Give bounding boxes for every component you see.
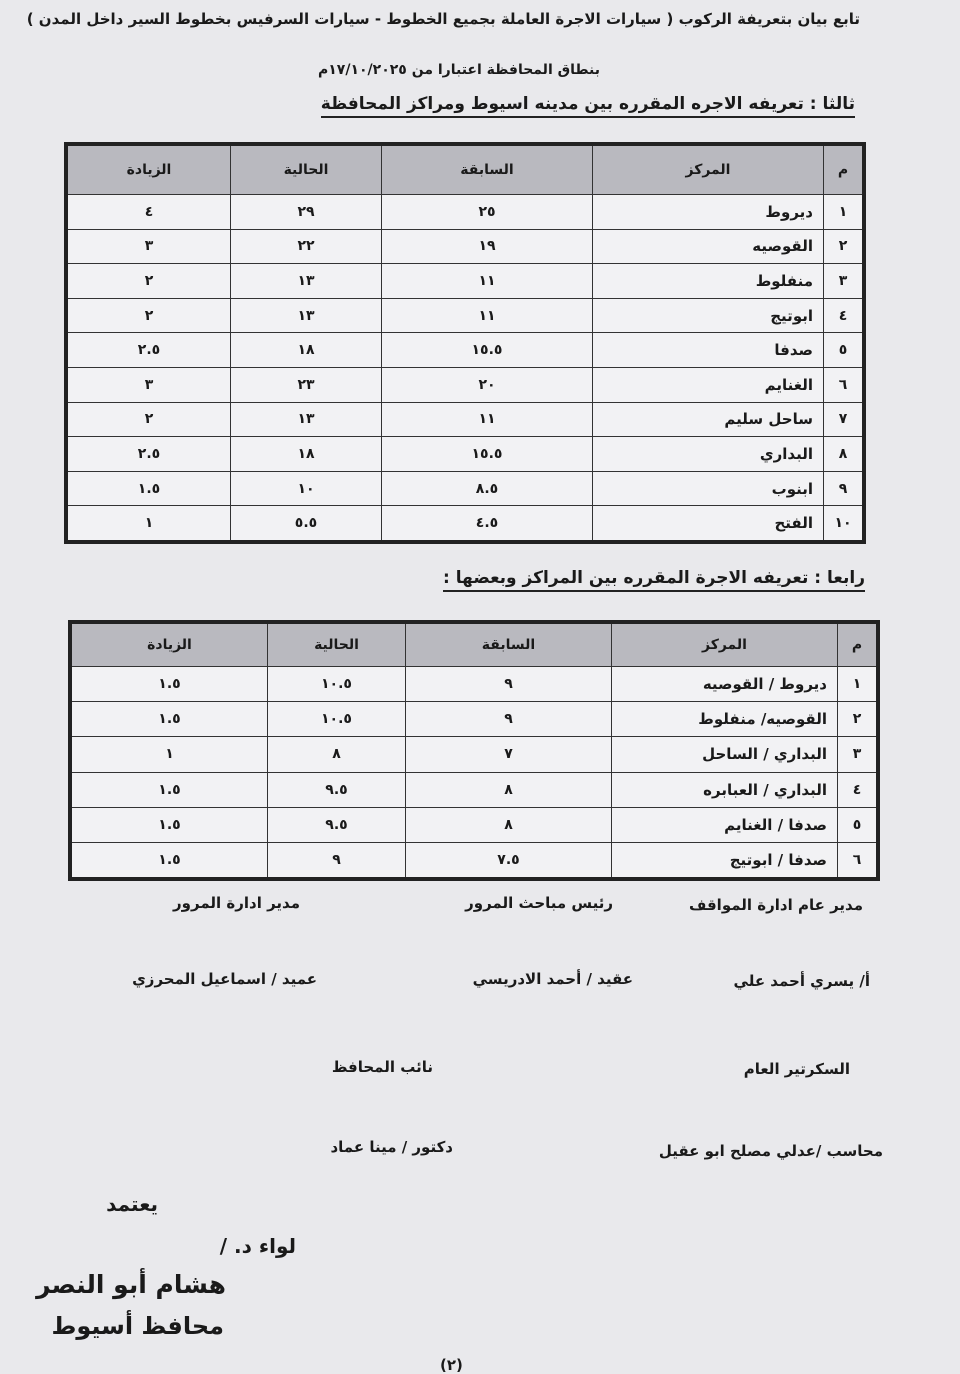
table-row bbox=[66, 471, 864, 506]
signature-title-secretary-general: السكرتير العام bbox=[743, 1060, 850, 1078]
cell-center: ابوتيج bbox=[593, 298, 824, 333]
signature-title-traffic-investigations: رئيس مباحث المرور bbox=[465, 894, 613, 912]
cell-increase: ٢ bbox=[66, 264, 231, 299]
col-header-previous: السابقة bbox=[406, 622, 612, 667]
cell-number: ٥ bbox=[824, 333, 865, 368]
table-row bbox=[66, 402, 864, 437]
cell-increase: ٢.٥ bbox=[66, 437, 231, 472]
approval-rank: لواء د. / bbox=[219, 1234, 296, 1258]
cell-increase: ٤ bbox=[66, 195, 231, 230]
cell-previous: ١١ bbox=[382, 402, 593, 437]
table-row bbox=[70, 772, 878, 807]
section-4-title: رابعا : تعريفه الاجرة المقرره بين المراكز وبعضها : bbox=[443, 568, 865, 592]
cell-increase: ١.٥ bbox=[70, 842, 268, 879]
cell-center: الغنايم bbox=[593, 367, 824, 402]
cell-current: ٩.٥ bbox=[268, 807, 406, 842]
cell-increase: ١.٥ bbox=[70, 807, 268, 842]
table-row bbox=[70, 842, 878, 879]
col-header-center: المركز bbox=[612, 622, 838, 667]
header-line-2: بنطاق المحافظة اعتبارا من ١٧/١٠/٢٠٢٥م bbox=[318, 62, 600, 78]
cell-number: ٤ bbox=[838, 772, 879, 807]
cell-center: الفتح bbox=[593, 506, 824, 542]
cell-current: ١٣ bbox=[231, 264, 382, 299]
cell-current: ١٠ bbox=[231, 471, 382, 506]
cell-previous: ١٥.٥ bbox=[382, 333, 593, 368]
approval-name: هشام أبو النصر bbox=[36, 1270, 226, 1299]
cell-number: ١ bbox=[824, 195, 865, 230]
cell-center: صدفا / الغنايم bbox=[612, 807, 838, 842]
cell-number: ١ bbox=[838, 667, 879, 702]
signature-title-parking: مدير عام ادارة المواقف bbox=[689, 896, 863, 914]
cell-increase: ١ bbox=[66, 506, 231, 542]
cell-previous: ٧ bbox=[406, 737, 612, 772]
signature-name-5: دكتور / مينا عماد bbox=[330, 1138, 453, 1156]
cell-current: ٢٣ bbox=[231, 367, 382, 402]
table-row bbox=[66, 298, 864, 333]
cell-current: ١٠.٥ bbox=[268, 667, 406, 702]
cell-increase: ٣ bbox=[66, 229, 231, 264]
cell-center: صدفا / ابوتيج bbox=[612, 842, 838, 879]
table-row bbox=[66, 367, 864, 402]
cell-current: ٢٩ bbox=[231, 195, 382, 230]
cell-center: القوصيه/ منفلوط bbox=[612, 702, 838, 737]
table-header-row bbox=[70, 622, 878, 667]
cell-current: ١٨ bbox=[231, 333, 382, 368]
signature-name-2: عقيد / أحمد الادريسي bbox=[472, 970, 633, 988]
cell-number: ٣ bbox=[824, 264, 865, 299]
cell-number: ٢ bbox=[838, 702, 879, 737]
cell-previous: ٩ bbox=[406, 702, 612, 737]
cell-previous: ١٩ bbox=[382, 229, 593, 264]
cell-increase: ١.٥ bbox=[70, 772, 268, 807]
cell-previous: ٨ bbox=[406, 772, 612, 807]
cell-previous: ٩ bbox=[406, 667, 612, 702]
col-header-number: م bbox=[838, 622, 879, 667]
table-row bbox=[66, 229, 864, 264]
signature-name-1: أ/ يسري أحمد علي bbox=[733, 972, 870, 990]
approval-title: محافظ أسيوط bbox=[51, 1312, 224, 1340]
cell-center: البداري bbox=[593, 437, 824, 472]
cell-center: ديروط / القوصيه bbox=[612, 667, 838, 702]
cell-number: ٥ bbox=[838, 807, 879, 842]
cell-increase: ٢.٥ bbox=[66, 333, 231, 368]
cell-center: ديروط bbox=[593, 195, 824, 230]
cell-previous: ١١ bbox=[382, 298, 593, 333]
signature-title-deputy-governor: نائب المحافظ bbox=[331, 1058, 433, 1076]
cell-current: ٩ bbox=[268, 842, 406, 879]
col-header-current: الحالية bbox=[268, 622, 406, 667]
table-row bbox=[70, 737, 878, 772]
col-header-center: المركز bbox=[593, 144, 824, 195]
table-row bbox=[70, 807, 878, 842]
signature-title-traffic-director: مدير ادارة المرور bbox=[173, 894, 300, 912]
col-header-current: الحالية bbox=[231, 144, 382, 195]
section-3-title: ثالثا : تعريفه الاجره المقرره بين مدينه اسيوط ومراكز المحافظة bbox=[321, 94, 855, 118]
fares-between-centers-table bbox=[68, 620, 880, 881]
cell-current: ٥.٥ bbox=[231, 506, 382, 542]
cell-current: ٢٢ bbox=[231, 229, 382, 264]
cell-increase: ١.٥ bbox=[70, 702, 268, 737]
signature-name-4: محاسب /عدلي مصلح ابو عقيل bbox=[658, 1142, 883, 1160]
cell-previous: ٢٥ bbox=[382, 195, 593, 230]
cell-center: صدفا bbox=[593, 333, 824, 368]
cell-increase: ١.٥ bbox=[66, 471, 231, 506]
col-header-increase: الزيادة bbox=[66, 144, 231, 195]
cell-current: ١٠.٥ bbox=[268, 702, 406, 737]
table-row bbox=[70, 702, 878, 737]
table-row bbox=[66, 506, 864, 542]
cell-increase: ٢ bbox=[66, 402, 231, 437]
cell-current: ٨ bbox=[268, 737, 406, 772]
cell-current: ١٨ bbox=[231, 437, 382, 472]
cell-center: القوصيه bbox=[593, 229, 824, 264]
page-number: (٢) bbox=[440, 1356, 463, 1374]
table-row bbox=[66, 437, 864, 472]
cell-number: ٩ bbox=[824, 471, 865, 506]
approval-word: يعتمد bbox=[106, 1192, 158, 1216]
cell-number: ٣ bbox=[838, 737, 879, 772]
table-row bbox=[66, 333, 864, 368]
cell-number: ١٠ bbox=[824, 506, 865, 542]
cell-previous: ٨.٥ bbox=[382, 471, 593, 506]
cell-increase: ٣ bbox=[66, 367, 231, 402]
cell-previous: ٧.٥ bbox=[406, 842, 612, 879]
cell-current: ١٣ bbox=[231, 402, 382, 437]
table-row bbox=[66, 264, 864, 299]
table-header-row bbox=[66, 144, 864, 195]
cell-increase: ١ bbox=[70, 737, 268, 772]
cell-number: ٢ bbox=[824, 229, 865, 264]
cell-previous: ٢٠ bbox=[382, 367, 593, 402]
cell-number: ٦ bbox=[824, 367, 865, 402]
cell-previous: ٨ bbox=[406, 807, 612, 842]
col-header-increase: الزيادة bbox=[70, 622, 268, 667]
cell-number: ٤ bbox=[824, 298, 865, 333]
cell-increase: ١.٥ bbox=[70, 667, 268, 702]
cell-current: ٩.٥ bbox=[268, 772, 406, 807]
cell-number: ٨ bbox=[824, 437, 865, 472]
col-header-previous: السابقة bbox=[382, 144, 593, 195]
cell-previous: ٤.٥ bbox=[382, 506, 593, 542]
cell-center: ابنوب bbox=[593, 471, 824, 506]
cell-number: ٧ bbox=[824, 402, 865, 437]
col-header-number: م bbox=[824, 144, 865, 195]
cell-center: البداري / الساحل bbox=[612, 737, 838, 772]
cell-previous: ١٥.٥ bbox=[382, 437, 593, 472]
cell-current: ١٣ bbox=[231, 298, 382, 333]
table-row bbox=[66, 195, 864, 230]
cell-number: ٦ bbox=[838, 842, 879, 879]
fares-city-to-centers-table bbox=[64, 142, 866, 544]
header-line-1: تابع بيان بتعريفة الركوب ( سيارات الاجرة العاملة بجميع الخطوط - سيارات السرفيس بخطوط السير داخل المدن ) bbox=[26, 10, 860, 28]
cell-previous: ١١ bbox=[382, 264, 593, 299]
cell-increase: ٢ bbox=[66, 298, 231, 333]
cell-center: ساحل سليم bbox=[593, 402, 824, 437]
table-row bbox=[70, 667, 878, 702]
signature-name-3: عميد / اسماعيل المحرزي bbox=[132, 970, 317, 988]
cell-center: منفلوط bbox=[593, 264, 824, 299]
cell-center: البداري / العبابره bbox=[612, 772, 838, 807]
